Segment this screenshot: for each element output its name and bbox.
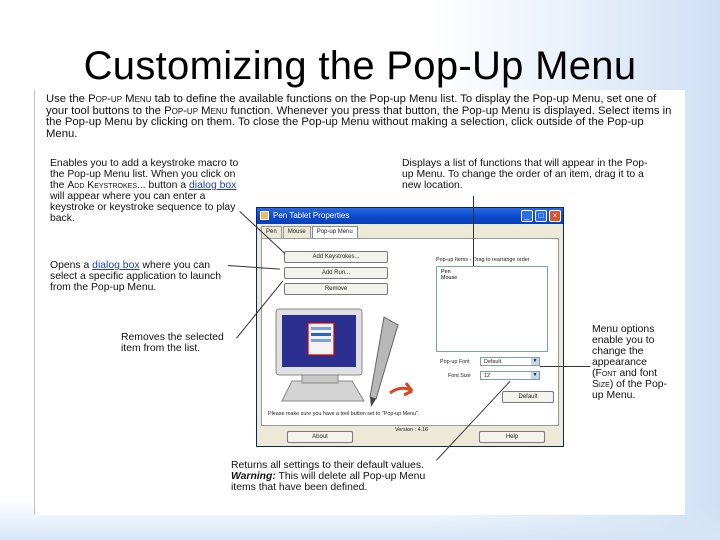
popup-items-list[interactable] [436,266,548,352]
callout-add-keystrokes [50,158,242,224]
font-size-select[interactable] [480,371,540,380]
status-message: Please make sure you have a tool button set to "Pop-up Menu". [268,411,420,417]
dialog-titlebar[interactable] [257,208,563,224]
connector-line [540,366,590,367]
intro-part: Use the [46,93,89,105]
callout-text: where you can select a specific application to launch from the Pop-up Menu. [50,260,221,293]
tab-mouse[interactable]: Mouse [283,226,311,238]
dialog-tabs [261,226,359,238]
font-size-label: Font Size [448,373,471,379]
tab-pen[interactable]: Pen [261,226,282,238]
pen-tablet-properties-dialog [256,207,564,447]
popup-menu-tab-body [261,238,559,426]
callout-text: and font [616,368,658,379]
callout-list: Displays a list of functions that will appear in the Pop-up Menu. To change the order of an item, drag it to a new location. [402,158,648,191]
callout-text: will appear where you can enter a keystroke or keystroke sequence to play back. [50,191,236,224]
callout-font-label: Font [595,368,617,379]
size-select-value: 12 [484,373,490,379]
popup-font-label: Pop-up Font [440,359,470,365]
list-item[interactable]: Pen [441,269,451,275]
callout-text: Enables you to add a keystroke macro to the Pop-up Menu list. When you click on the [50,158,239,191]
intro-part: tab to define the available functions on the Pop-up Menu list. To display the Pop-up Menu, set one of your tool buttons to the [46,93,657,117]
intro-function-name: Pop-up Menu [164,104,228,117]
tablet-app-icon [260,211,269,220]
intro-text [46,94,674,140]
callout-text: button a [145,180,189,191]
warning-label: Warning: [231,471,276,482]
callout-text: Returns all settings to their default values. [231,460,424,471]
tablet-illustration [272,303,422,423]
chevron-down-icon[interactable]: ▼ [532,372,538,378]
font-select-value: Default [484,359,502,365]
minimize-icon[interactable]: _ [521,210,533,222]
add-run-button[interactable]: Add Run... [284,267,388,279]
dialog-title: Pen Tablet Properties [273,211,350,220]
close-icon[interactable]: × [549,210,561,222]
help-button[interactable]: Help [479,431,545,443]
callout-text: This will delete all Pop-up Menu items that have been defined. [231,471,426,493]
intro-tab-name: Pop-up Menu [88,93,152,105]
callout-add-run [50,260,230,293]
callout-size-label: Size [592,379,610,390]
popup-font-select[interactable] [480,357,540,366]
maximize-icon[interactable]: □ [535,210,547,222]
tab-popup-menu[interactable]: Pop-up Menu [312,226,358,238]
callout-default [231,460,451,493]
intro-part: function. Whenever you press that button, the Pop-up Menu is displayed. Select items in the Pop-up Menu by clicking on them. To close the Pop-up Menu without making a selection, click outside of the Pop-up Menu. [46,104,672,140]
add-keystrokes-button[interactable]: Add Keystrokes... [284,251,388,263]
dialog-box-link[interactable]: dialog box [189,180,237,191]
callout-text: ) of the Pop-up Menu. [592,379,668,401]
callout-text: Opens a [50,260,93,271]
list-item[interactable]: Mouse [441,275,458,281]
chevron-down-icon[interactable]: ▼ [532,358,538,364]
version-label: Version : 4.16 [395,427,428,433]
callout-button-name: Add Keystrokes... [67,180,146,191]
callout-remove: Removes the selected item from the list. [121,332,224,354]
connector-line [473,196,474,266]
about-button[interactable]: About [287,431,353,443]
default-button[interactable]: Default [502,391,554,403]
callout-text: Menu options enable you to change the appearance ( [592,324,655,379]
popup-items-label: Pop-up Items - Drag to rearrange order [436,257,530,263]
dialog-box-link[interactable]: dialog box [92,260,140,271]
slide-title: Customizing the Pop-Up Menu [83,44,637,88]
callout-font-options [592,324,672,401]
remove-button[interactable]: Remove [284,283,388,295]
